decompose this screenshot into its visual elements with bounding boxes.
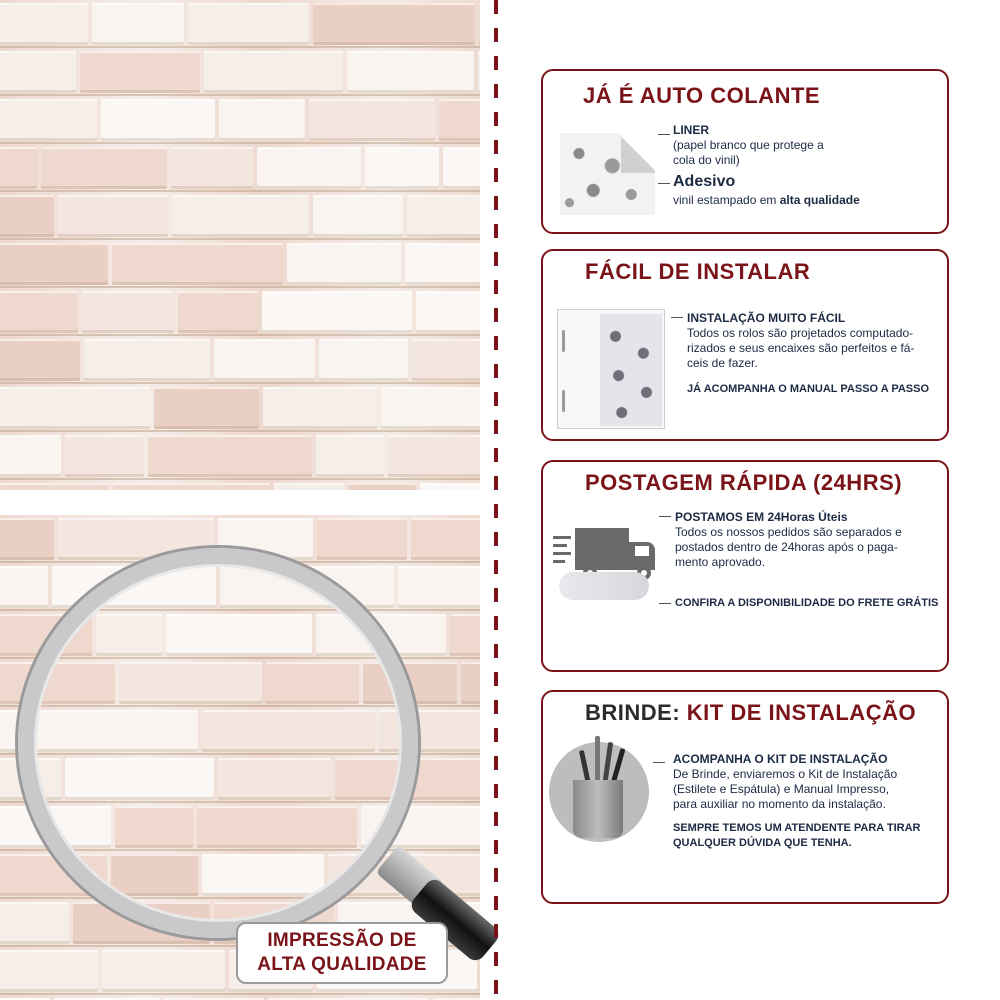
magnifier-icon [18, 548, 418, 938]
brick [154, 387, 259, 429]
card-title: FÁCIL DE INSTALAR [585, 259, 811, 284]
badge-line-2: ALTA QUALIDADE [257, 954, 427, 975]
brick [113, 483, 270, 490]
liner-desc-2: cola do vinil) [673, 153, 740, 167]
install-desc-2: rizados e seus encaixes são perfeitos e fá- [687, 341, 915, 355]
kit-desc-2: (Estilete e Espátula) e Manual Impresso, [673, 782, 890, 796]
brick [84, 339, 210, 381]
brick [381, 387, 480, 429]
brick [0, 950, 98, 992]
brick [92, 3, 184, 45]
brick [80, 51, 200, 93]
brick [319, 339, 408, 381]
brick [204, 51, 343, 93]
liner-heading: LINER [673, 123, 709, 137]
brick [313, 3, 475, 45]
support-line-2: QUALQUER DÚVIDA QUE TENHA. [673, 837, 852, 849]
brick [0, 51, 76, 93]
title-prefix: BRINDE: [585, 700, 687, 725]
brick [0, 483, 109, 490]
brick [219, 99, 305, 141]
brick [0, 902, 69, 944]
title-main: KIT DE INSTALAÇÃO [686, 700, 917, 725]
brick [274, 483, 344, 490]
quality-badge [236, 922, 448, 984]
badge-line-1: IMPRESSÃO DE [267, 930, 417, 951]
install-heading: INSTALAÇÃO MUITO FÁCIL [687, 311, 846, 325]
brick [82, 291, 174, 333]
brick [450, 614, 480, 656]
liner-desc-1: (papel branco que protege a [673, 138, 824, 152]
brick [443, 147, 480, 189]
brick [214, 339, 315, 381]
card-auto-colante [541, 69, 949, 234]
brick [102, 950, 225, 992]
card-postagem [541, 460, 949, 672]
brick [58, 195, 168, 237]
kit-heading: ACOMPANHA O KIT DE INSTALAÇÃO [673, 752, 888, 766]
brick [461, 662, 480, 704]
brick [365, 147, 439, 189]
install-desc-1: Todos os rolos são projetados computado- [687, 326, 914, 340]
brick [0, 147, 37, 189]
brick [309, 99, 435, 141]
brick [65, 435, 144, 477]
brick [411, 518, 480, 560]
postagem-desc-2: postados dentro de 24horas após o paga- [675, 540, 898, 554]
brick [388, 435, 480, 477]
adesivo-desc [673, 193, 860, 208]
brick [41, 147, 167, 189]
brick [0, 339, 80, 381]
brick [148, 435, 312, 477]
card-title: JÁ É AUTO COLANTE [583, 83, 821, 108]
brick [112, 243, 283, 285]
brick [0, 99, 97, 141]
brick [348, 483, 416, 490]
brick [171, 147, 253, 189]
support-line-1: SEMPRE TEMOS UM ATENDENTE PARA TIRAR [673, 822, 921, 834]
brick [257, 147, 361, 189]
brick [0, 243, 108, 285]
brick [412, 339, 480, 381]
postagem-heading: POSTAMOS EM 24Horas Úteis [675, 510, 848, 524]
install-desc-3: ceis de fazer. [687, 356, 758, 370]
brick [420, 483, 480, 490]
brick [405, 243, 480, 285]
brick [316, 435, 384, 477]
brick [101, 99, 215, 141]
brick [172, 195, 309, 237]
brick [313, 195, 403, 237]
cup-shape [573, 780, 623, 838]
brick [398, 566, 480, 608]
brick [416, 291, 480, 333]
postagem-desc-1: Todos os nossos pedidos são separados e [675, 525, 902, 539]
postagem-desc-3: mento aprovado. [675, 555, 766, 569]
brick [262, 291, 412, 333]
brick [0, 387, 150, 429]
adesivo-desc-bold: alta qualidade [779, 193, 860, 207]
frete-note: CONFIRA A DISPONIBILIDADE DO FRETE GRÁTIS [675, 597, 939, 609]
manual-note: JÁ ACOMPANHA O MANUAL PASSO A PASSO [687, 383, 930, 395]
card-title: POSTAGEM RÁPIDA (24HRS) [585, 470, 903, 495]
fridge-wrap-icon [557, 309, 665, 429]
card-title [585, 700, 916, 726]
dashed-divider [494, 0, 498, 1000]
brick [188, 3, 309, 45]
brick [0, 3, 88, 45]
floral-vinyl-icon [560, 133, 655, 215]
brick [263, 387, 377, 429]
brick [0, 195, 54, 237]
adesivo-desc-text: vinil estampado em [673, 193, 780, 207]
brick [478, 51, 480, 93]
brick [0, 291, 78, 333]
kit-desc-1: De Brinde, enviaremos o Kit de Instalação [673, 767, 898, 781]
brick [347, 51, 474, 93]
brick [479, 3, 480, 45]
brick [178, 291, 258, 333]
adesivo-heading: Adesivo [673, 173, 736, 190]
brick [287, 243, 401, 285]
brick [0, 435, 61, 477]
brick [0, 566, 48, 608]
brick-texture-top [0, 0, 480, 490]
brick [0, 518, 54, 560]
card-facil-instalar [541, 249, 949, 441]
brick [407, 195, 480, 237]
clouds-decoration [559, 572, 649, 600]
card-brinde [541, 690, 949, 904]
kit-desc-3: para auxiliar no momento da instalação. [673, 797, 886, 811]
brick [317, 518, 407, 560]
brick [439, 99, 480, 141]
